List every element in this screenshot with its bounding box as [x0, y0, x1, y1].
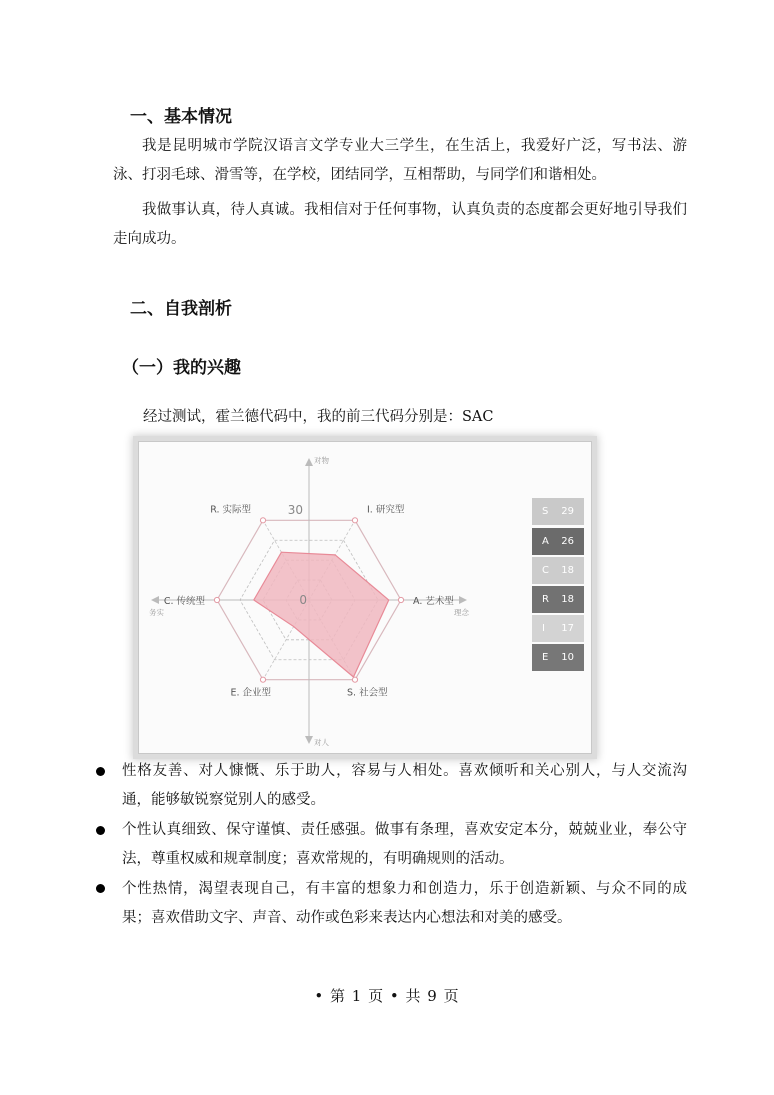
score-value: 26 [561, 536, 574, 547]
arrow-left-icon [151, 596, 159, 604]
score-letter: R [542, 594, 549, 605]
axis-label-social: S. 社会型 [347, 687, 388, 699]
sub-heading-interest: （一）我的兴趣 [122, 358, 241, 378]
axis-label-enterprising: E. 企业型 [230, 687, 271, 699]
radar-svg [139, 442, 591, 753]
score-box-e [532, 644, 584, 671]
direction-label-top: 对物 [314, 456, 329, 465]
score-letter: S [542, 506, 549, 517]
radar-vertex-C [214, 597, 219, 602]
direction-label-right: 理念 [454, 608, 469, 617]
section-heading-self-analysis: 二、自我剖析 [130, 299, 232, 319]
bullet-item-conventional: 个性认真细致、保守谨慎、责任感强。做事有条理，喜欢安定本分，兢兢业业，奉公守法，尊重权威和规章制度；喜欢常规的，有明确规则的活动。 [122, 822, 687, 867]
axis-label-artistic: A. 艺术型 [413, 596, 454, 607]
score-box-c [532, 557, 584, 584]
axis-label-realistic: R. 实际型 [210, 504, 251, 516]
scale-label-max: 30 [287, 503, 303, 517]
score-value: 18 [561, 594, 574, 605]
radar-vertex-A [398, 597, 403, 602]
score-letter: C [542, 565, 549, 576]
radar-vertex-R [260, 518, 265, 523]
scale-label-center: 0 [299, 593, 307, 607]
bullet-item-social: 性格友善、对人慷慨、乐于助人，容易与人相处。喜欢倾听和关心别人，与人交流沟通，能够敏锐察觉别人的感受。 [122, 763, 687, 808]
score-value: 29 [561, 506, 574, 517]
radar-data-area [254, 552, 389, 677]
axis-label-investigative: I. 研究型 [367, 504, 405, 516]
direction-label-left: 务实 [149, 608, 164, 617]
basic-paragraph-1: 我是昆明城市学院汉语言文学专业大三学生，在生活上，我爱好广泛，写书法、游泳、打羽毛球、滑雪等，在学校，团结同学，互相帮助，与同学们和谐相处。 [113, 138, 687, 183]
score-value: 17 [561, 623, 574, 634]
bullet-item-artistic: 个性热情，渴望表现自己，有丰富的想象力和创造力，乐于创造新颖、与众不同的成果；喜欢借助文字、声音、动作或色彩来表达内心想法和对美的感受。 [122, 881, 687, 926]
radar-vertex-I [352, 518, 357, 523]
score-box-a [532, 528, 584, 555]
score-box-i [532, 615, 584, 642]
score-letter: E [542, 652, 549, 663]
page-footer: • 第 1 页 • 共 9 页 [314, 987, 460, 1005]
section-heading-basic: 一、基本情况 [130, 107, 232, 127]
direction-label-bottom: 对人 [314, 738, 329, 747]
score-box-r [532, 586, 584, 613]
radar-vertex-S [352, 677, 357, 682]
holland-intro: 经过测试，霍兰德代码中，我的前三代码分别是：SAC [143, 409, 494, 425]
arrow-right-icon [459, 596, 467, 604]
score-value: 18 [561, 565, 574, 576]
bullet-dot [96, 826, 105, 835]
radar-vertex-E [260, 677, 265, 682]
basic-paragraph-2: 我做事认真，待人真诚。我相信对于任何事物，认真负责的态度都会更好地引导我们走向成功。 [113, 202, 687, 247]
score-box-s [532, 498, 584, 525]
bullet-dot [96, 884, 105, 893]
arrow-down-icon [305, 736, 313, 744]
holland-radar-chart [138, 441, 592, 754]
score-letter: A [542, 536, 549, 547]
arrow-up-icon [305, 458, 313, 466]
axis-label-conventional: C. 传统型 [163, 596, 205, 607]
bullet-dot [96, 767, 105, 776]
score-letter: I [542, 623, 545, 634]
score-value: 10 [561, 652, 574, 663]
